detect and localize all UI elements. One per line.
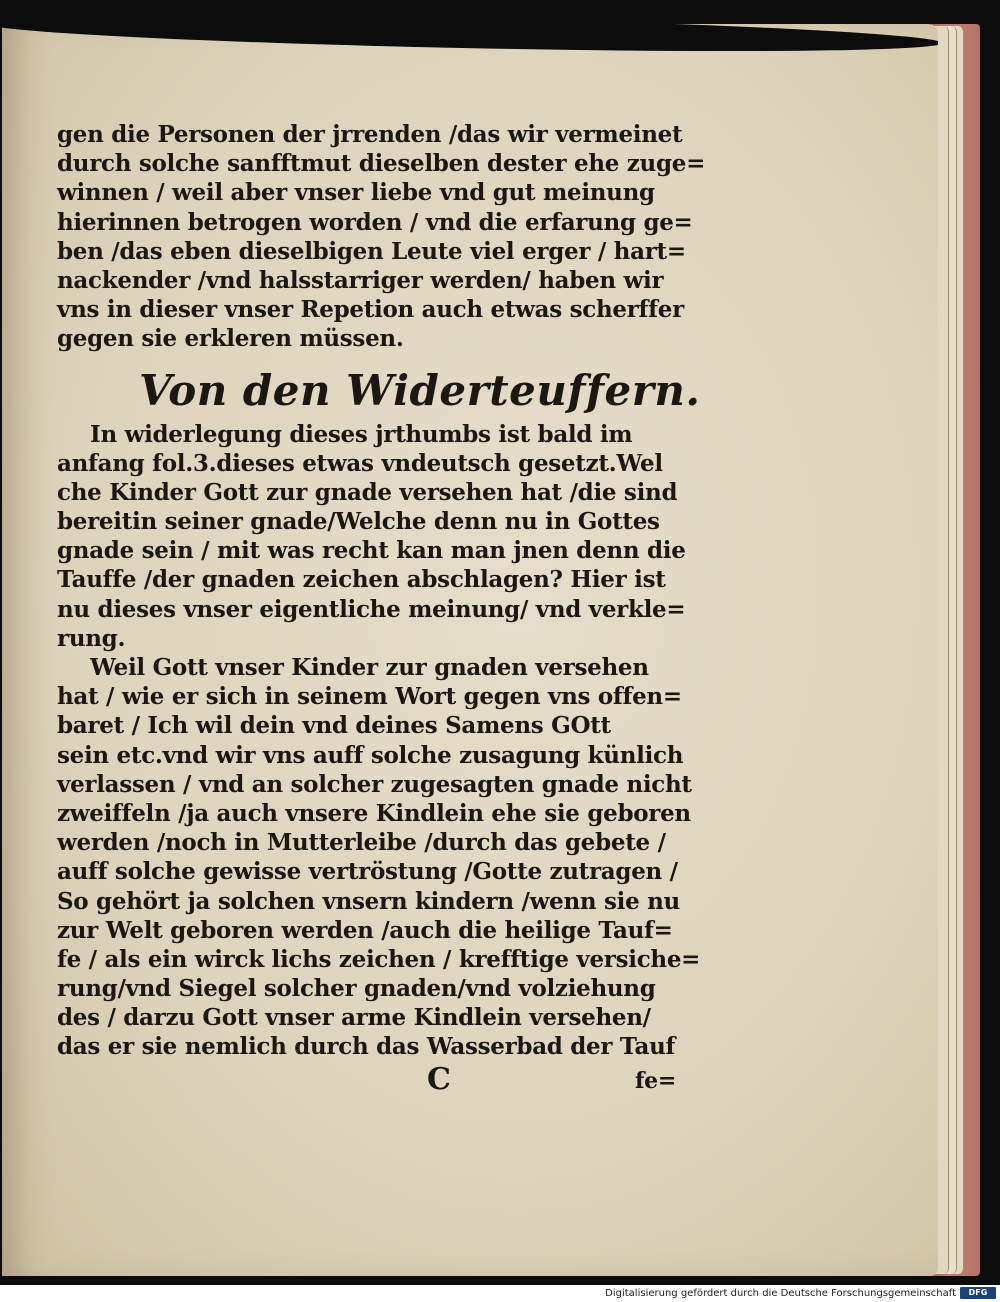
text-line: nackender /vnd halsstarriger werden/ haben wir [57,266,664,294]
page-top-curl [2,24,938,58]
text-line: vns in dieser vnser Repetion auch etwas scherffer [57,296,684,324]
text-line: auff solche gewisse vertröstung /Gotte zutragen / [57,858,678,886]
funding-credit: Digitalisierung gefördert durch die Deutsche Forschungsgemeinschaft [605,1288,956,1299]
text-line: verlassen / vnd an solcher zugesagten gnade nicht [57,770,692,798]
page-foot-row [57,1062,687,1098]
catchword: fe= [635,1067,676,1094]
text-line: des / darzu Gott vnser arme Kindlein versehen/ [57,1004,651,1032]
credit-bar [0,1285,1000,1302]
text-line: gnade sein / mit was recht kan man jnen denn die [57,537,686,565]
text-line: So gehört ja solchen vnsern kindern /wenn sie nu [57,887,680,915]
text-line: winnen / weil aber vnser liebe vnd gut meinung [57,179,655,207]
text-line: hierinnen betrogen worden / vnd die erfarung ge= [57,208,693,236]
text-line: anfang fol.3.dieses etwas vndeutsch gesetzt.Wel [57,449,663,477]
text-line: Weil Gott vnser Kinder zur gnaden versehen [90,654,649,681]
text-line: zur Welt geboren werden /auch die heilige Tauf= [57,916,673,944]
text-line: fe / als ein wirck lichs zeichen / krefftige versiche= [57,945,701,973]
text-line: rung/vnd Siegel solcher gnaden/vnd volziehung [57,975,656,1003]
page-text [57,120,706,1098]
text-line: durch solche sanfftmut dieselben dester ehe zuge= [57,150,706,178]
text-line: sein etc.vnd wir vns auff solche zusagung künlich [57,741,684,769]
text-line: nu dieses vnser eigentliche meinung/ vnd verkle= [57,595,686,623]
text-line: bereitin seiner gnade/Welche denn nu in Gottes [57,508,660,536]
text-line: hat / wie er sich in seinem Wort gegen vns offen= [57,683,682,711]
text-line: In widerlegung dieses jrthumbs ist bald im [90,420,633,448]
text-line: gegen sie erkleren müssen. [57,325,404,353]
section-heading: Von den Widerteuffern. [139,365,701,415]
text-line: ben /das eben dieselbigen Leute viel erger / hart= [57,237,686,265]
text-line: rung. [57,624,126,652]
signature-mark: C [427,1061,451,1097]
text-line: werden /noch in Mutterleibe /durch das gebete / [57,829,666,857]
text-line: che Kinder Gott zur gnade versehen hat /die sind [57,478,678,506]
text-line: das er sie nemlich durch das Wasserbad der Tauf [57,1033,676,1061]
book-page [2,24,938,1276]
text-line: Tauffe /der gnaden zeichen abschlagen? Hier ist [57,566,666,594]
text-line: zweiffeln /ja auch vnsere Kindlein ehe sie geboren [57,799,691,827]
text-line: gen die Personen der jrrenden /das wir vermeinet [57,121,683,148]
dfg-logo-icon: DFG [960,1287,996,1299]
text-line: baret / Ich wil dein vnd deines Samens GOtt [57,712,611,740]
